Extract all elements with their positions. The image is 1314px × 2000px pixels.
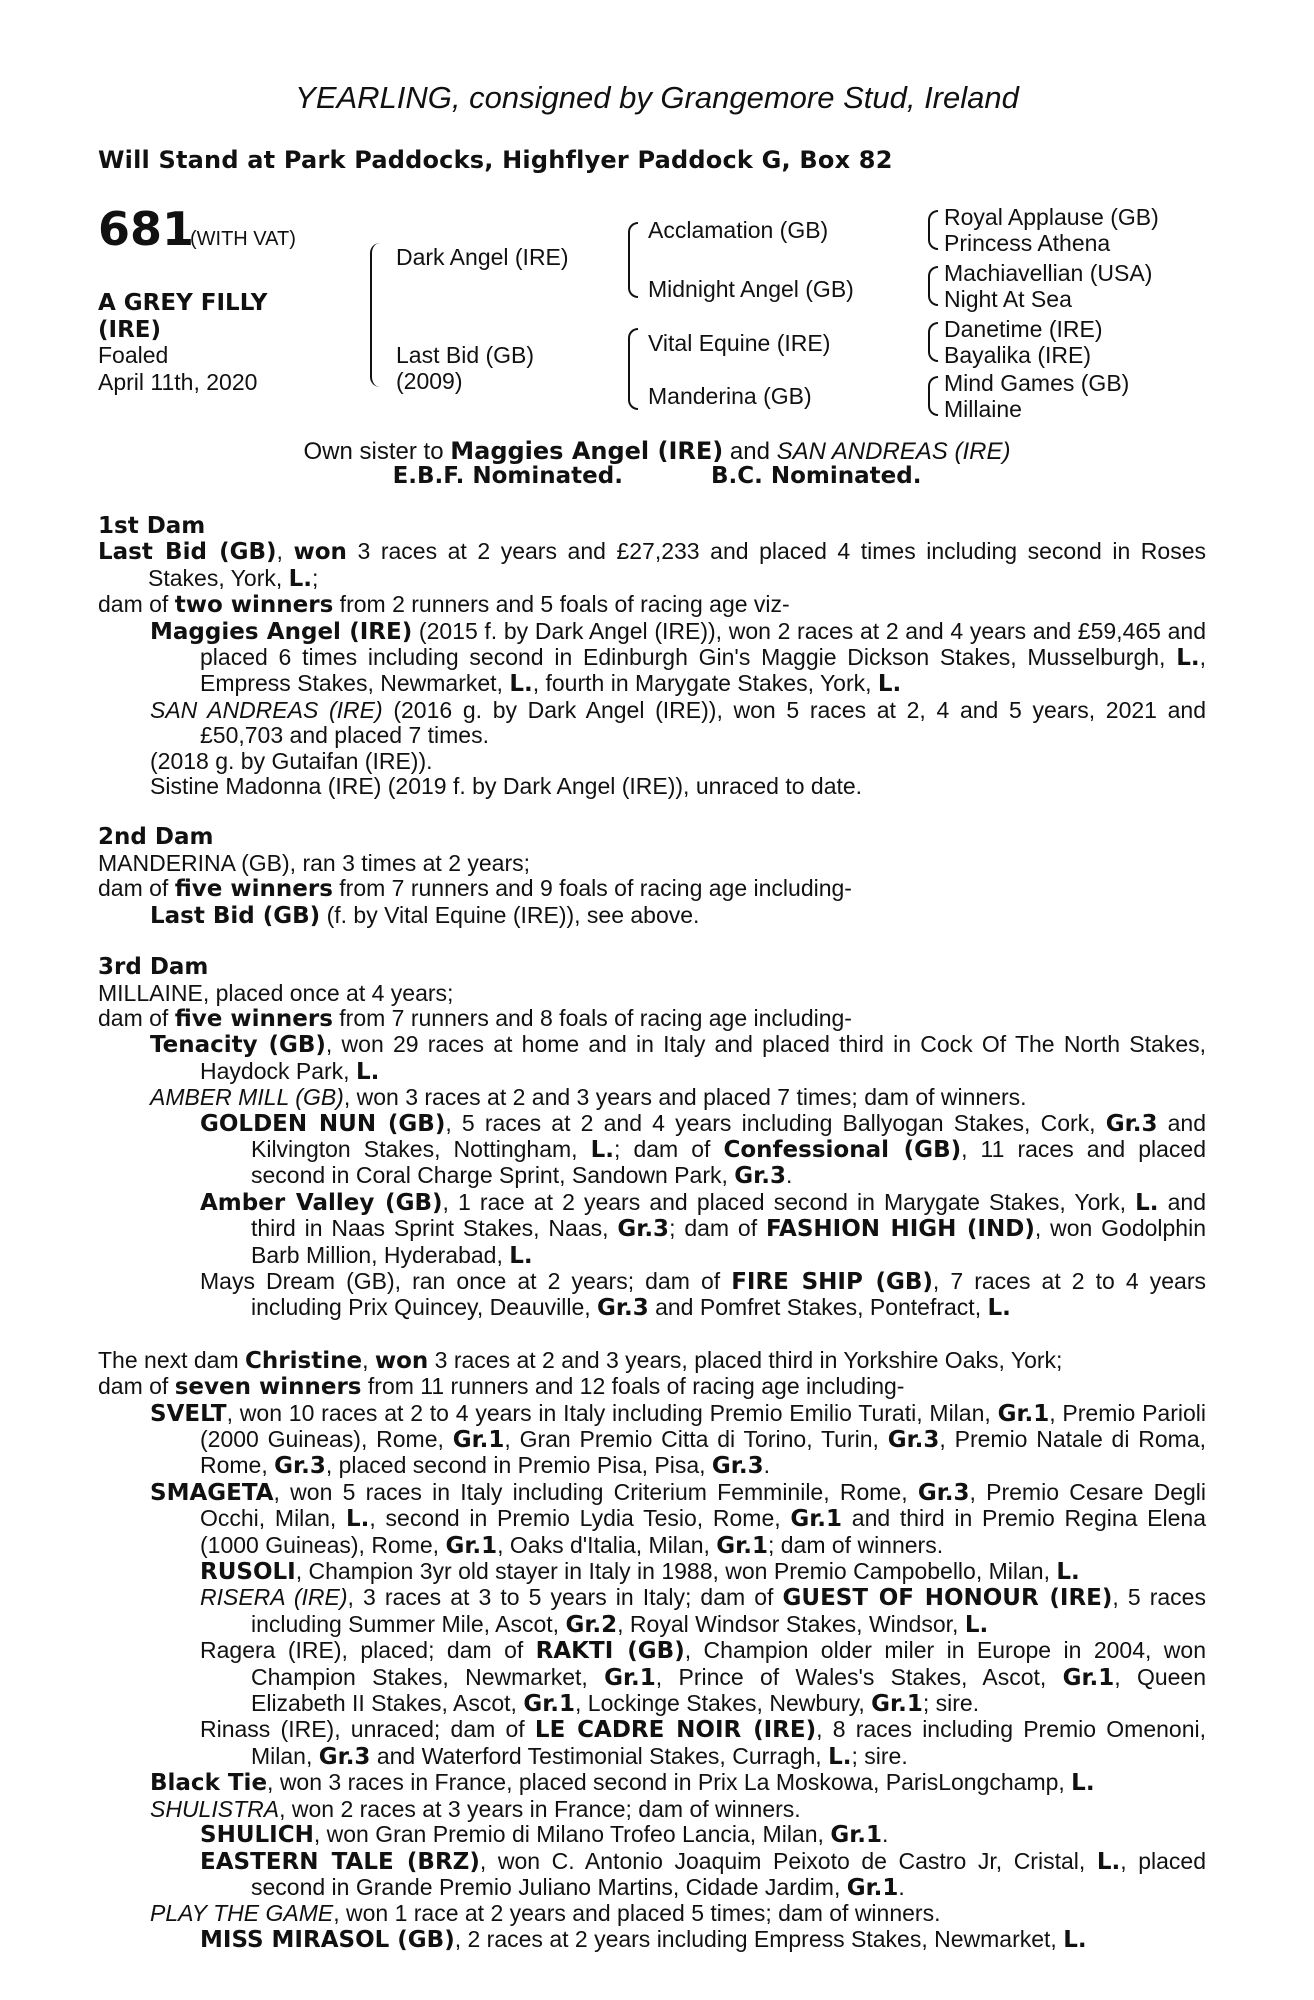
second-dam-heading: 2nd Dam [98,824,214,851]
produce-black-tie: Black Tie, won 3 races in France, placed second in Prix La Moskowa, ParisLongchamp, L. [150,1769,1095,1797]
dam-dam: Manderina (GB) [648,383,812,409]
produce-amber-mill: AMBER MILL (GB), won 3 races at 2 and 3 years and placed 7 times; dam of winners. [150,1084,1027,1111]
third-dam-heading: 3rd Dam [98,954,209,981]
breed-line: (IRE) [98,317,162,343]
produce-ragera: Ragera (IRE), placed; dam of RAKTI (GB), Champion older miler in Europe in 2004, won Champion Stakes, Newmarket, Gr.1, Prince of Wales's Stakes, Ascot, Gr.1, Queen Elizabeth II Stakes, Ascot, Gr.1, Lockinge Stakes, Newbury, Gr.1; sire. [200,1637,1206,1718]
produce-san-andreas: SAN ANDREAS (IRE) (2016 g. by Dark Angel (IRE)), won 5 races at 2, 4 and 5 years, 2021 and £50,703 and placed 7 times. [150,696,1206,749]
bc-nomination: B.C. Nominated. [710,463,922,489]
produce-golden-nun: GOLDEN NUN (GB), 5 races at 2 and 4 years including Ballyogan Stakes, Cork, Gr.3 and Kilvington Stakes, Nottingham, L.; dam of Confessional (GB), 11 races and placed second in Coral Charge Sprint, Sandown Park, Gr.3. [200,1109,1207,1190]
produce-shulistra: SHULISTRA, won 2 races at 3 years in France; dam of winners. [150,1795,801,1822]
first-dam-summary: Last Bid (GB), won 3 races at 2 years and £27,233 and placed 4 times including second in Roses Stakes, York, L.; [98,538,1207,592]
sire-sire: Acclamation (GB) [648,217,829,243]
next-dam-summary: The next dam Christine, won 3 races at 2 and 3 years, placed third in Yorkshire Oaks, York; [98,1346,1063,1374]
gg-3: Machiavellian (USA) [944,260,1153,286]
second-dam-summary: MANDERINA (GB), ran 3 times at 2 years; [98,849,531,876]
sire-dam: Midnight Angel (GB) [648,276,854,302]
produce-maggies-angel: Maggies Angel (IRE) (2015 f. by Dark Angel (IRE)), won 2 races at 2 and 4 years and £59,465 and placed 6 times including second in Edinburgh Gin's Maggie Dickson Stakes, Musselburgh, L., Empress Stakes, Newmarket, L., fourth in Marygate Stakes, York, L. [150,617,1206,698]
gg-5: Danetime (IRE) [944,316,1103,342]
pedigree-brace-g1 [928,210,938,250]
consignor-line: YEARLING, consigned by Grangemore Stud, Ireland [295,80,1019,115]
first-dam-produce: dam of two winners from 2 runners and 5 foals of racing age viz- [98,591,790,619]
foaled-info [98,342,257,396]
dam: Last Bid (GB) [396,342,535,368]
pedigree-brace-main [370,243,382,387]
dam-year: (2009) [396,368,463,394]
produce-tenacity: Tenacity (GB), won 29 races at home and in Italy and placed third in Cock Of The North Stakes, Haydock Park, L. [150,1031,1206,1085]
produce-play-the-game: PLAY THE GAME, won 1 race at 2 years and placed 5 times; dam of winners. [150,1900,941,1927]
produce-eastern-tale: EASTERN TALE (BRZ), won C. Antonio Joaquim Peixoto de Castro Jr, Cristal, L., placed second in Grande Premio Juliano Martins, Cidade Jardim, Gr.1. [200,1847,1206,1901]
pedigree-brace-sire [628,222,638,298]
foaled-label: Foaled [98,342,169,368]
produce-rinass: Rinass (IRE), unraced; dam of LE CADRE NOIR (IRE), 8 races including Premio Omenoni, Milan, Gr.3 and Waterford Testimonial Stakes, Curragh, L.; sire. [200,1716,1207,1770]
ebf-nomination: E.B.F. Nominated. [392,463,623,489]
lot-description [98,290,267,344]
sibling-1: Maggies Angel (IRE) [450,437,724,465]
second-dam-produce: dam of five winners from 7 runners and 9 foals of racing age including- [98,875,852,903]
produce-miss-mirasol: MISS MIRASOL (GB), 2 races at 2 years including Empress Stakes, Newmarket, L. [200,1925,1087,1953]
foaled-date: April 11th, 2020 [98,369,258,395]
pedigree-brace-g4 [928,376,938,416]
first-dam-heading: 1st Dam [98,513,206,539]
gg-4: Night At Sea [944,286,1072,312]
pedigree-brace-dam [628,328,638,410]
sire: Dark Angel (IRE) [396,244,569,270]
produce-amber-valley: Amber Valley (GB), 1 race at 2 years and placed second in Marygate Stakes, York, L. and third in Naas Sprint Stakes, Naas, Gr.3; dam of FASHION HIGH (IND), won Godolphin Barb Million, Hyderabad, L. [200,1188,1207,1269]
produce-mays-dream: Mays Dream (GB), ran once at 2 years; dam of FIRE SHIP (GB), 7 races at 2 to 4 years including Prix Quincey, Deauville, Gr.3 and Pomfret Stakes, Pontefract, L. [200,1267,1206,1322]
produce-rusoli: RUSOLI, Champion 3yr old stayer in Italy in 1988, won Premio Campobello, Milan, L. [200,1558,1080,1586]
gg-8: Millaine [944,396,1022,422]
pedigree-brace-g3 [928,322,938,362]
produce-svelt: SVELT, won 10 races at 2 to 4 years in Italy including Premio Emilio Turati, Milan, Gr.1, Premio Parioli (2000 Guineas), Rome, Gr.1, Gran Premio Citta di Torino, Turin, Gr.3, Premio Natale di Roma, Rome, Gr.3, placed second in Premio Pisa, Pisa, Gr.3. [150,1399,1207,1480]
third-dam-produce: dam of five winners from 7 runners and 8 foals of racing age including- [98,1004,852,1032]
sex-line: A GREY FILLY [98,290,268,316]
sibling-2: SAN ANDREAS (IRE) [776,438,1011,465]
gg-1: Royal Applause (GB) [944,204,1159,230]
lot-number: 681 [98,202,195,256]
produce-shulich: SHULICH, won Gran Premio di Milano Trofeo Lancia, Milan, Gr.1. [200,1821,889,1849]
sister-line: Own sister to Maggies Angel (IRE) and SAN ANDREAS (IRE) [303,437,1011,465]
vat-label: (WITH VAT) [190,228,296,250]
gg-2: Princess Athena [944,230,1111,256]
produce-smageta: SMAGETA, won 5 races in Italy including Criterium Femminile, Rome, Gr.3, Premio Cesare Degli Occhi, Milan, L., second in Premio Lydia Tesio, Rome, Gr.1 and third in Premio Regina Elena (1000 Guineas), Rome, Gr.1, Oaks d'Italia, Milan, Gr.1; dam of winners. [150,1478,1207,1559]
pedigree-body [98,514,1206,1953]
nominations [0,463,1314,489]
gg-7: Mind Games (GB) [944,370,1130,396]
gg-6: Bayalika (IRE) [944,342,1091,368]
dam-sire: Vital Equine (IRE) [648,330,831,356]
next-dam-produce: dam of seven winners from 11 runners and 12 foals of racing age including- [98,1373,905,1401]
produce-last-bid: Last Bid (GB) (f. by Vital Equine (IRE)), see above. [150,901,700,929]
third-dam-summary: MILLAINE, placed once at 4 years; [98,979,454,1006]
pedigree-brace-g2 [928,266,938,306]
produce-risera: RISERA (IRE), 3 races at 3 to 5 years in Italy; dam of GUEST OF HONOUR (IRE), 5 races including Summer Mile, Ascot, Gr.2, Royal Windsor Stakes, Windsor, L. [200,1584,1206,1638]
produce-2018: (2018 g. by Gutaifan (IRE)). [150,747,433,774]
produce-sistine-madonna: Sistine Madonna (IRE) (2019 f. by Dark Angel (IRE)), unraced to date. [150,773,863,800]
stand-location: Will Stand at Park Paddocks, Highflyer Paddock G, Box 82 [98,146,893,174]
